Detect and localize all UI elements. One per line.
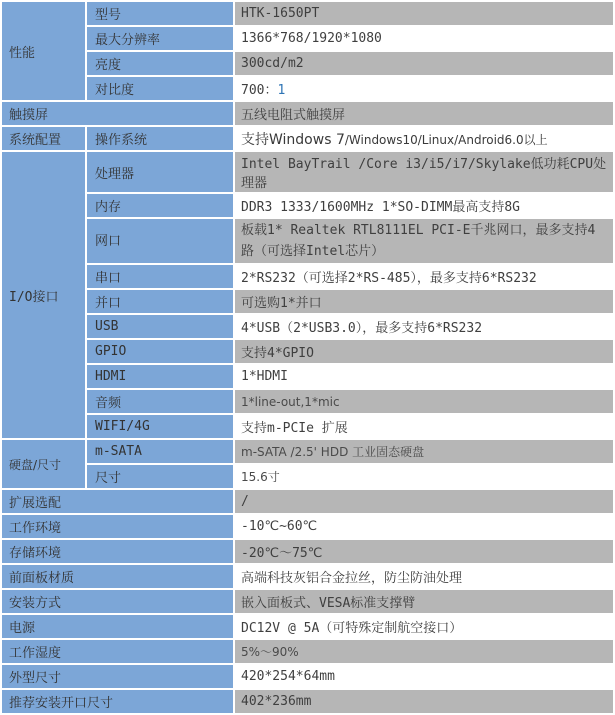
category-cell-power: 电源	[2, 615, 233, 638]
spec-row	[2, 152, 613, 192]
value-cell-operating-system	[235, 127, 613, 150]
label-cell-usb: USB	[87, 315, 233, 338]
category-cell-storage-size: 硬盘/尺寸	[2, 440, 85, 488]
value-cell-storage-environment: -20℃～75℃	[235, 540, 613, 563]
spec-row	[2, 490, 613, 513]
category-cell-io-interface: I/O接口	[2, 152, 85, 438]
value-cell-audio: 1*line-out,1*mic	[235, 390, 613, 413]
spec-row	[2, 27, 613, 50]
value-cell-lan: 板载1* Realtek RTL8111EL PCI-E千兆网口，最多支持4路（可选择Intel芯片）	[235, 219, 613, 263]
value-cell-parallel-port: 可选购1*并口	[235, 290, 613, 313]
category-cell-front-panel-material: 前面板材质	[2, 565, 233, 588]
spec-row	[2, 465, 613, 488]
label-cell-audio: 音频	[87, 390, 233, 413]
category-cell-mounting-method: 安装方式	[2, 590, 233, 613]
value-cell-touchscreen: 五线电阻式触摸屏	[235, 102, 613, 125]
spec-row	[2, 194, 613, 217]
label-cell-memory: 内存	[87, 194, 233, 217]
value-cell-model: HTK-1650PT	[235, 2, 613, 25]
spec-row	[2, 540, 613, 563]
value-cell-operating-humidity: 5%～90%	[235, 640, 613, 663]
spec-row	[2, 315, 613, 338]
spec-row	[2, 102, 613, 125]
label-cell-msata: m-SATA	[87, 440, 233, 463]
spec-row	[2, 290, 613, 313]
category-cell-operating-environment: 工作环境	[2, 515, 233, 538]
spec-row	[2, 390, 613, 413]
spec-row	[2, 2, 613, 25]
category-cell-expansion-options: 扩展选配	[2, 490, 233, 513]
label-cell-brightness: 亮度	[87, 52, 233, 75]
spec-row	[2, 565, 613, 588]
label-cell-serial-port: 串口	[87, 265, 233, 288]
value-cell-contrast	[235, 77, 613, 100]
spec-row	[2, 265, 613, 288]
value-cell-msata: m-SATA /2.5' HDD 工业固态硬盘	[235, 440, 613, 463]
os-value-main: 支持Windows 7	[241, 131, 345, 148]
spec-row	[2, 690, 613, 713]
value-cell-wifi-4g: 支持m-PCIe 扩展	[235, 415, 613, 438]
spec-row	[2, 340, 613, 363]
label-cell-lan: 网口	[87, 219, 233, 263]
category-cell-storage-environment: 存储环境	[2, 540, 233, 563]
contrast-value-accent: 1	[277, 83, 286, 98]
label-cell-contrast: 对比度	[87, 77, 233, 100]
category-cell-system-config: 系统配置	[2, 127, 85, 150]
label-cell-panel-size: 尺寸	[87, 465, 233, 488]
label-cell-operating-system: 操作系统	[87, 127, 233, 150]
spec-row	[2, 515, 613, 538]
spec-row	[2, 52, 613, 75]
spec-row	[2, 415, 613, 438]
spec-row	[2, 219, 613, 263]
label-cell-gpio: GPIO	[87, 340, 233, 363]
label-cell-cpu: 处理器	[87, 152, 233, 192]
label-cell-wifi-4g: WIFI/4G	[87, 415, 233, 438]
value-cell-mounting-method: 嵌入面板式、VESA标准支撑臂	[235, 590, 613, 613]
value-cell-front-panel-material: 高端科技灰铝合金拉丝，防尘防油处理	[235, 565, 613, 588]
value-cell-recommended-cutout: 402*236mm	[235, 690, 613, 713]
value-cell-outer-dimensions: 420*254*64mm	[235, 665, 613, 688]
value-cell-memory: DDR3 1333/1600MHz 1*SO-DIMM最高支持8G	[235, 194, 613, 217]
os-value-rest: /Windows10/Linux/Android6.0以上	[344, 132, 548, 147]
value-cell-gpio: 支持4*GPIO	[235, 340, 613, 363]
contrast-value-prefix: 700：	[241, 83, 278, 98]
category-cell-outer-dimensions: 外型尺寸	[2, 665, 233, 688]
category-cell-touchscreen: 触摸屏	[2, 102, 233, 125]
label-cell-max-resolution: 最大分辨率	[87, 27, 233, 50]
spec-row	[2, 127, 613, 150]
label-cell-hdmi: HDMI	[87, 365, 233, 388]
spec-row	[2, 665, 613, 688]
value-cell-operating-environment: -10℃~60℃	[235, 515, 613, 538]
value-cell-hdmi: 1*HDMI	[235, 365, 613, 388]
spec-row	[2, 365, 613, 388]
value-cell-panel-size: 15.6寸	[235, 465, 613, 488]
spec-row	[2, 590, 613, 613]
label-cell-model: 型号	[87, 2, 233, 25]
value-cell-serial-port: 2*RS232（可选择2*RS-485），最多支持6*RS232	[235, 265, 613, 288]
spec-row	[2, 615, 613, 638]
value-cell-power: DC12V @ 5A（可特殊定制航空接口）	[235, 615, 613, 638]
spec-row	[2, 640, 613, 663]
category-cell-operating-humidity: 工作湿度	[2, 640, 233, 663]
value-cell-max-resolution: 1366*768/1920*1080	[235, 27, 613, 50]
value-cell-brightness: 300cd/m2	[235, 52, 613, 75]
spec-row	[2, 77, 613, 100]
label-cell-parallel-port: 并口	[87, 290, 233, 313]
category-cell-recommended-cutout: 推荐安装开口尺寸	[2, 690, 233, 713]
category-cell-performance: 性能	[2, 2, 85, 100]
value-cell-cpu: Intel BayTrail /Core i3/i5/i7/Skylake低功耗CPU处理器	[235, 152, 613, 192]
value-cell-expansion-options: /	[235, 490, 613, 513]
spec-row	[2, 440, 613, 463]
value-cell-usb: 4*USB（2*USB3.0），最多支持6*RS232	[235, 315, 613, 338]
